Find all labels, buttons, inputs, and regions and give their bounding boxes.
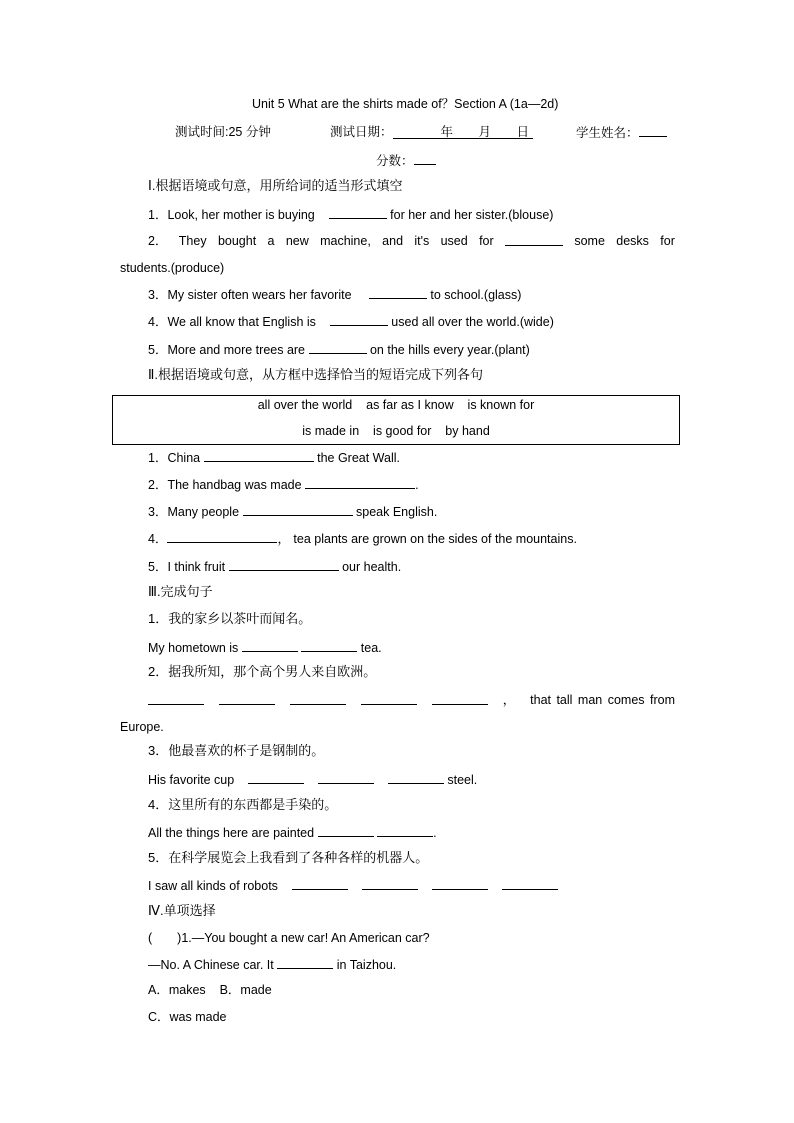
s2-q4-text-b: ， tea plants are grown on the sides of the mountains. — [277, 532, 577, 546]
s1-q2 — [148, 233, 675, 249]
s2-q3 — [148, 503, 437, 520]
s2-q1-text-b: the Great Wall. — [317, 451, 400, 465]
s3-q4-en — [148, 824, 437, 841]
s2-q1-blank — [204, 449, 314, 462]
section1-heading: Ⅰ.根据语境或句意，用所给词的适当形式填空 — [148, 178, 403, 193]
s4-option-b: B．made — [219, 983, 272, 997]
s1-q4-text-a: 4．We all know that English is — [148, 315, 316, 329]
s3-q4-blank2 — [377, 824, 433, 837]
s4-q1-reply-a: —No. A Chinese car. It — [148, 958, 274, 972]
s2-q4-blank — [167, 530, 277, 543]
s2-q2-text-a: 2．The handbag was made — [148, 478, 302, 492]
s1-q1-blank — [329, 206, 387, 219]
s3-q2-blank3 — [290, 692, 346, 705]
s1-q1-text-a: 1．Look, her mother is buying — [148, 208, 315, 222]
s1-q2-w9: for — [479, 234, 494, 248]
section4-heading: Ⅳ.单项选择 — [148, 903, 216, 918]
section2-heading: Ⅱ.根据语境或句意，从方框中选择恰当的短语完成下列各句 — [148, 367, 484, 382]
s4-option-c: C．was made — [148, 1010, 227, 1024]
s3-q5-blank3 — [432, 877, 488, 890]
s3-q1-text-a: My hometown is — [148, 641, 239, 655]
s3-q2-en — [148, 692, 675, 708]
s3-q3-blank3 — [388, 771, 444, 784]
s2-q1-text-a: 1．China — [148, 451, 201, 465]
s2-q3-text-b: speak English. — [356, 505, 438, 519]
s2-q3-text-a: 3．Many people — [148, 505, 240, 519]
s1-q2-blank — [505, 233, 563, 246]
s1-q2-w2: bought — [217, 234, 257, 248]
s4-q1-reply-b: in Taizhou. — [336, 958, 397, 972]
s4-options-ab — [148, 982, 272, 998]
date-month: 月 — [478, 125, 492, 139]
phrase-box-row1: all over the world as far as I know is known for — [257, 398, 535, 412]
date-day: 日 — [516, 125, 530, 139]
s2-q5 — [148, 558, 401, 575]
s3-q2-cn: 2．据我所知，那个高个男人来自欧洲。 — [148, 664, 377, 679]
s2-q3-blank — [243, 503, 353, 516]
s3-q3-text-a: His favorite cup — [148, 773, 235, 787]
s3-q2-blank1 — [148, 692, 204, 705]
s4-q1-blank — [277, 956, 333, 969]
s3-q2-blank4 — [361, 692, 417, 705]
s1-q4 — [148, 313, 554, 330]
student-label: 学生姓名： — [576, 126, 639, 140]
s1-q2-w4: new — [285, 234, 309, 248]
s2-q1 — [148, 449, 400, 466]
s1-q3 — [148, 286, 521, 303]
date-field — [393, 124, 533, 139]
s3-q2-text-b: that tall man comes from — [530, 693, 675, 707]
phrase-box-row2: is made in is good for by hand — [302, 424, 490, 438]
s2-q5-text-a: 5．I think fruit — [148, 560, 226, 574]
s3-q1-en — [148, 639, 382, 656]
s3-q5-text-a: I saw all kinds of robots — [148, 879, 278, 893]
s2-q4-text-a: 4． — [148, 532, 168, 546]
s3-q3-blank2 — [318, 771, 374, 784]
s1-q2-cont: students.(produce) — [120, 261, 225, 275]
s1-q2-w0: 2． — [148, 234, 168, 248]
s3-q2-cont: Europe. — [120, 720, 164, 734]
s1-q3-text-b: to school.(glass) — [430, 288, 522, 302]
score-label: 分数： — [376, 154, 414, 168]
s3-q1-blank1 — [242, 639, 298, 652]
s1-q5-text-a: 5．More and more trees are — [148, 343, 306, 357]
s1-q2-w8: used — [440, 234, 468, 248]
section3-heading: Ⅲ.完成句子 — [148, 584, 213, 599]
s1-q2-w3: a — [267, 234, 275, 248]
s1-q2-w6: and — [382, 234, 404, 248]
s3-q4-cn: 4．这里所有的东西都是手染的。 — [148, 797, 338, 812]
s1-q4-text-b: used all over the world.(wide) — [391, 315, 554, 329]
s1-q2-w1: They — [178, 234, 207, 248]
s1-q5 — [148, 341, 530, 358]
s3-q5-blank2 — [362, 877, 418, 890]
score — [376, 152, 436, 169]
s2-q4 — [148, 530, 577, 547]
s3-q4-blank1 — [318, 824, 374, 837]
s3-q3-en — [148, 771, 477, 788]
s1-q5-blank — [309, 341, 367, 354]
s1-q2-a0: some — [574, 234, 605, 248]
s4-option-a: A．makes — [148, 983, 206, 997]
student-name — [576, 124, 667, 141]
s3-q1-text-b: tea. — [360, 641, 382, 655]
s3-q1-cn: 1．我的家乡以茶叶而闻名。 — [148, 611, 312, 626]
s3-q2-comma: ， — [502, 693, 516, 707]
s4-q1: ( )1.—You bought a new car! An American car? — [148, 931, 430, 945]
s2-q5-blank — [229, 558, 339, 571]
s3-q5-en — [148, 877, 558, 894]
s1-q5-text-b: on the hills every year.(plant) — [369, 343, 530, 357]
s1-q3-blank — [369, 286, 427, 299]
s3-q5-blank4 — [502, 877, 558, 890]
date-label: 测试日期： — [330, 125, 393, 139]
phrase-box — [112, 395, 680, 445]
s3-q5-cn: 5．在科学展览会上我看到了各种各样的机器人。 — [148, 850, 429, 865]
s3-q1-blank2 — [301, 639, 357, 652]
s1-q4-blank — [330, 313, 388, 326]
s1-q2-w5: machine, — [320, 234, 371, 248]
s2-q2 — [148, 476, 419, 493]
date-year: 年 — [440, 125, 454, 139]
s3-q3-cn: 3．他最喜欢的杯子是钢制的。 — [148, 743, 325, 758]
s1-q2-a1: desks — [616, 234, 649, 248]
s1-q1-text-b: for her and her sister.(blouse) — [390, 208, 554, 222]
test-date — [330, 124, 533, 140]
s3-q2-blank2 — [219, 692, 275, 705]
s2-q2-text-b: . — [415, 478, 419, 492]
score-field — [414, 152, 436, 165]
s3-q5-blank1 — [292, 877, 348, 890]
s2-q5-text-b: our health. — [342, 560, 402, 574]
student-name-field — [639, 124, 667, 137]
test-time: 测试时间:25 分钟 — [175, 125, 271, 139]
s3-q4-text-a: All the things here are painted — [148, 826, 315, 840]
s1-q2-a2: for — [660, 234, 675, 248]
s3-q2-blank5 — [432, 692, 488, 705]
s1-q1 — [148, 206, 553, 223]
s1-q2-w7: it's — [414, 234, 430, 248]
s3-q3-blank1 — [248, 771, 304, 784]
s3-q3-text-b: steel. — [447, 773, 478, 787]
page-title: Unit 5 What are the shirts made of？Section A (1a—2d) — [252, 97, 559, 111]
s2-q2-blank — [305, 476, 415, 489]
s1-q3-text-a: 3．My sister often wears her favorite — [148, 288, 352, 302]
s3-q4-text-b: . — [433, 826, 437, 840]
s4-q1-reply — [148, 956, 396, 973]
